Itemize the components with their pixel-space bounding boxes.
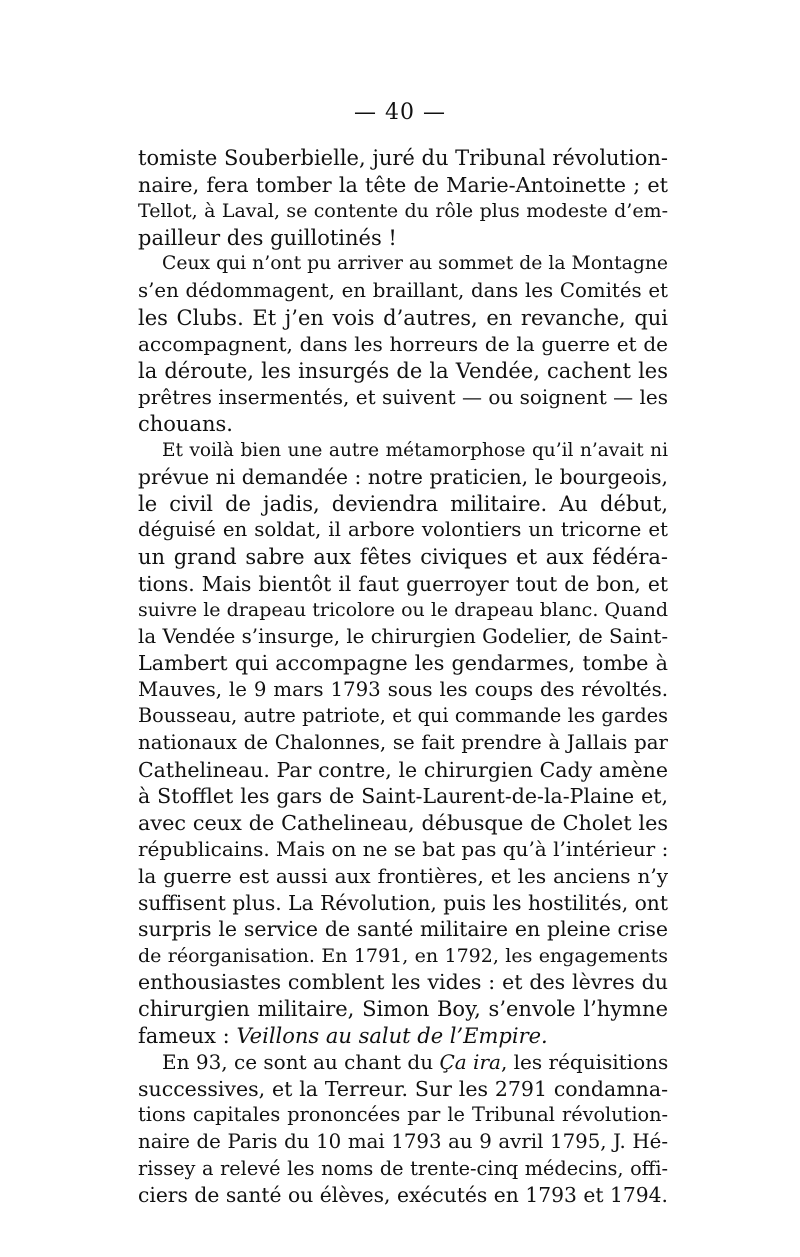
text-line (138, 571, 668, 598)
text-run: naire de Paris du 10 mai 1793 au 9 avril 1795, J. Hé- (138, 1129, 668, 1153)
text-line (138, 331, 668, 358)
text-line (138, 1023, 668, 1050)
text-line (138, 411, 668, 438)
text-line (138, 863, 668, 890)
text-run: les Clubs. Et j’en vois d’autres, en revanche, qui (138, 305, 668, 330)
text-line (138, 703, 668, 730)
text-run: Mauves, le 9 mars 1793 sous les coups des révoltés. (138, 677, 668, 701)
text-run: Bousseau, autre patriote, et qui commande les gardes (138, 704, 668, 728)
text-run: suffisent plus. La Révolution, puis les hostilités, ont (138, 890, 668, 915)
text-run: tions capitales prononcées par le Tribunal révolution- (138, 1103, 668, 1127)
text-run: prévue ni demandée : notre praticien, le bourgeois, (138, 465, 668, 490)
text-run: à Stofflet les gars de Saint-Laurent-de-la-Plaine et, (138, 784, 668, 809)
text-line (138, 597, 668, 624)
text-run: chirurgien militaire, Simon Boy, s’envole l’hymne (138, 997, 668, 1021)
text-line (138, 810, 668, 837)
text-run: Ceux qui n’ont pu arriver au sommet de la Montagne (162, 253, 668, 275)
text-run: Lambert qui accompagne les gendarmes, tombe à (138, 651, 668, 676)
text-line (138, 1102, 668, 1129)
text-run: tions. Mais bientôt il faut guerroyer tout de bon, et (138, 571, 668, 596)
italic-text-run: Veillons au salut de l’Empire. (236, 1023, 548, 1048)
page-number: — 40 — (354, 100, 446, 125)
text-run: Tellot, à Laval, se contente du rôle plus modeste d’em- (138, 200, 668, 223)
text-run: surpris le service de santé militaire en pleine crise (138, 917, 668, 942)
text-run: s’en dédommagent, en braillant, dans les Comités et (138, 278, 668, 302)
text-run: le civil de jadis, deviendra militaire. Au début, (138, 491, 668, 516)
text-line (138, 1129, 668, 1156)
text-line (138, 491, 668, 518)
text-line (138, 1182, 668, 1209)
text-run: un grand sabre aux fêtes civiques et aux fédéra- (138, 544, 668, 569)
text-line (138, 783, 668, 810)
text-line (138, 225, 668, 252)
text-line (138, 757, 668, 784)
text-line (138, 650, 668, 677)
text-line (138, 1049, 668, 1076)
text-run: accompagnent, dans les horreurs de la guerre et de (138, 332, 668, 357)
text-run: fameux : (138, 1023, 237, 1048)
text-line (138, 464, 668, 491)
text-run: la Vendée s’insurge, le chirurgien Godelier, de Saint- (138, 624, 668, 648)
text-run: Cathelineau. Par contre, le chirurgien Cady amène (138, 757, 668, 782)
text-run: chouans. (138, 411, 233, 436)
text-line (138, 384, 668, 411)
text-line (138, 677, 668, 704)
text-line (138, 251, 668, 278)
text-line (138, 996, 668, 1023)
text-line (138, 1156, 668, 1183)
text-run: de réorganisation. En 1791, en 1792, les engagements (138, 944, 668, 967)
text-line (138, 438, 668, 465)
text-line (138, 624, 668, 651)
text-run: déguisé en soldat, il arbore volontiers un tricorne et (138, 518, 668, 542)
text-line (138, 836, 668, 863)
text-run: la guerre est aussi aux frontières, et les anciens n’y (138, 864, 668, 889)
text-run: tomiste Souberbielle, juré du Tribunal révolution- (138, 146, 668, 170)
text-run: avec ceux de Cathelineau, débusque de Cholet les (138, 810, 668, 835)
text-line (138, 358, 668, 385)
text-run: rissey a relevé les noms de trente-cinq médecins, offi- (138, 1156, 668, 1180)
text-line (138, 198, 668, 225)
text-line (138, 145, 668, 172)
text-line (138, 943, 668, 970)
italic-text-run: Ça ira (439, 1050, 501, 1075)
body-text (138, 145, 668, 1209)
text-run: ciers de santé ou élèves, exécutés en 1793 et 1794. (138, 1183, 668, 1208)
text-run: Et voilà bien une autre métamorphose qu’il n’avait ni (162, 439, 668, 461)
text-run: républicains. Mais on ne se bat pas qu’à l’intérieur : (138, 837, 668, 862)
text-line (138, 890, 668, 917)
text-line (138, 172, 668, 199)
text-run: pailleur des guillotinés ! (138, 225, 397, 250)
text-run: , les réquisitions (500, 1050, 668, 1075)
text-line (138, 916, 668, 943)
text-run: naire, fera tomber la tête de Marie-Antoinette ; et (138, 172, 668, 197)
text-run: prêtres insermentés, et suivent — ou soignent — les (138, 385, 668, 410)
text-line (138, 1076, 668, 1103)
text-line (138, 305, 668, 332)
text-run: En 93, ce sont au chant du (162, 1050, 440, 1075)
text-line (138, 278, 668, 305)
text-run: successives, et la Terreur. Sur les 2791 condamna- (138, 1076, 668, 1101)
text-line (138, 517, 668, 544)
text-run: la déroute, les insurgés de la Vendée, cachent les (138, 358, 668, 383)
text-line (138, 730, 668, 757)
text-run: nationaux de Chalonnes, se fait prendre à Jallais par (138, 731, 668, 755)
text-run: suivre le drapeau tricolore ou le drapeau blanc. Quand (138, 599, 668, 622)
text-line (138, 544, 668, 571)
text-run: enthousiastes comblent les vides : et des lèvres du (138, 970, 668, 995)
text-line (138, 969, 668, 996)
